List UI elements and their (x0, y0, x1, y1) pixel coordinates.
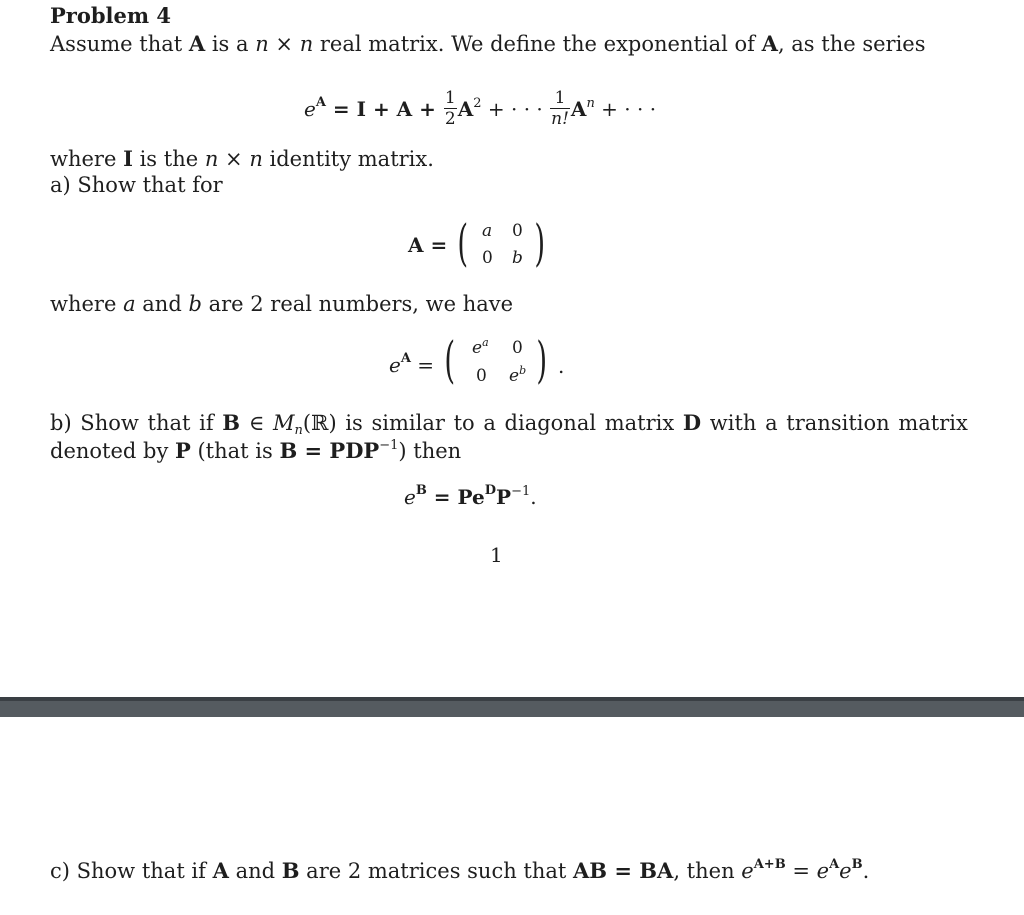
matrix-symbol: B (281, 858, 300, 883)
right-paren: ) (534, 214, 546, 272)
series-equation (304, 90, 656, 131)
where-ab-text (50, 294, 513, 315)
exp-e: e (816, 859, 830, 883)
matrix-symbol: P (496, 485, 512, 509)
times-symbol: × (218, 147, 250, 171)
part-c-part: , then (673, 859, 742, 883)
matrix-cell: a (482, 221, 493, 241)
inverse-sup: −1 (511, 484, 531, 499)
page-number: 1 (490, 543, 503, 567)
exp-power: a (482, 336, 489, 349)
var-b: b (188, 292, 202, 316)
exp-sup: A+B (753, 857, 786, 872)
intro-part: is a (205, 32, 256, 56)
identity-part: identity matrix. (262, 147, 434, 171)
identity-text (50, 148, 434, 170)
exp-e: e (404, 485, 416, 509)
power: n (586, 96, 595, 111)
var-n: n (249, 147, 263, 171)
matrix-cell: 0 (512, 221, 523, 241)
part-c-part: c) Show that if (50, 859, 213, 883)
part-c-part: are 2 matrices such that (299, 859, 574, 883)
series-lhs: = I + A + (325, 97, 443, 121)
part-b-line2 (50, 440, 461, 462)
times-symbol: × (268, 32, 300, 56)
exp-sup: B (415, 483, 427, 498)
part-b-text: b) Show that if (50, 411, 223, 435)
inverse-sup: −1 (379, 438, 399, 453)
period: . (530, 485, 537, 509)
fraction-num: 1 (444, 88, 456, 108)
part-b-text: (that is (190, 439, 280, 463)
part-b-text: (ℝ) is similar to a diagonal matrix (302, 411, 683, 435)
exp-sup: B (851, 857, 863, 872)
where-part: and (135, 292, 189, 316)
part-b-text: with a transition matrix (701, 411, 968, 435)
exp-sup: A (400, 351, 411, 366)
intro-part: real matrix. We define the exponential of (313, 32, 762, 56)
exp-e: e (304, 97, 316, 121)
where-part: where (50, 292, 124, 316)
var-n: n (255, 32, 269, 56)
exp-sup: A (829, 857, 840, 872)
matrix-cell: 0 (512, 338, 523, 358)
power: 2 (473, 96, 482, 111)
page-separator-shadow (0, 697, 1024, 701)
exp-matrix-lhs (389, 351, 435, 377)
exp-sup: A (315, 95, 326, 110)
fraction-num: 1 (554, 88, 566, 108)
matrix-cell: 0 (476, 366, 487, 386)
result-eq: = Pe (426, 485, 485, 509)
part-c-text (50, 857, 870, 883)
var-n: n (299, 32, 314, 56)
var-n: n (204, 147, 219, 171)
left-paren: ( (444, 331, 456, 389)
matrix-cell (509, 364, 527, 386)
part-b-text: denoted by (50, 439, 176, 463)
identity-part: is the (132, 147, 205, 171)
exp-e: e (389, 353, 401, 377)
exp-base: e (509, 366, 520, 386)
matrix-cell: b (512, 248, 523, 268)
equals: = (410, 353, 435, 377)
matrix-symbol: D (682, 410, 702, 435)
equals: = (785, 859, 817, 883)
intro-part: , as the series (777, 32, 926, 56)
matrix-symbol: P (175, 438, 191, 463)
part-c-part: and (228, 859, 282, 883)
matrix-symbol: A (457, 97, 474, 121)
where-part: are 2 real numbers, we have (201, 292, 514, 316)
matrix-symbol: B (222, 410, 241, 435)
part-b-line1 (50, 410, 968, 438)
fraction-den: n! (551, 109, 569, 129)
matrix-symbol: A (570, 97, 587, 121)
exp-e: e (741, 859, 754, 883)
matrix-symbol: A (212, 858, 229, 883)
left-paren: ( (457, 214, 469, 272)
period: . (558, 354, 565, 378)
subscript: n (294, 423, 303, 438)
fraction-den: 2 (444, 109, 456, 129)
part-b-text: ) then (398, 439, 462, 463)
identity-part: where (50, 147, 124, 171)
exp-base: e (472, 338, 483, 358)
dots: + · · · (481, 97, 550, 121)
similarity-eq: B = PDP (279, 438, 380, 463)
exp-power: b (519, 364, 527, 377)
problem-title: Problem 4 (50, 3, 172, 28)
intro-part: Assume that (50, 32, 189, 56)
identity-symbol: I (123, 146, 133, 171)
intro-text (50, 33, 926, 55)
right-paren: ) (536, 331, 548, 389)
matrix-cell: 0 (482, 248, 493, 268)
matrix-symbol: A (188, 31, 206, 56)
exp-sup: D (484, 483, 497, 498)
commute-eq: AB = BA (573, 858, 674, 883)
matrix-a-lhs: A = (408, 233, 448, 257)
fraction-nfact (550, 88, 570, 129)
matrix-space: M (272, 411, 295, 435)
part-b-text: ∈ (240, 411, 273, 435)
exp-e: e (839, 859, 852, 883)
matrix-cell (472, 336, 489, 358)
part-a-label: a) Show that for (50, 173, 223, 197)
matrix-symbol: A (761, 31, 778, 56)
fraction-half (444, 88, 457, 129)
var-a: a (123, 292, 136, 316)
dots: + · · · (594, 97, 657, 121)
period: . (862, 859, 870, 883)
part-b-result (404, 483, 537, 509)
